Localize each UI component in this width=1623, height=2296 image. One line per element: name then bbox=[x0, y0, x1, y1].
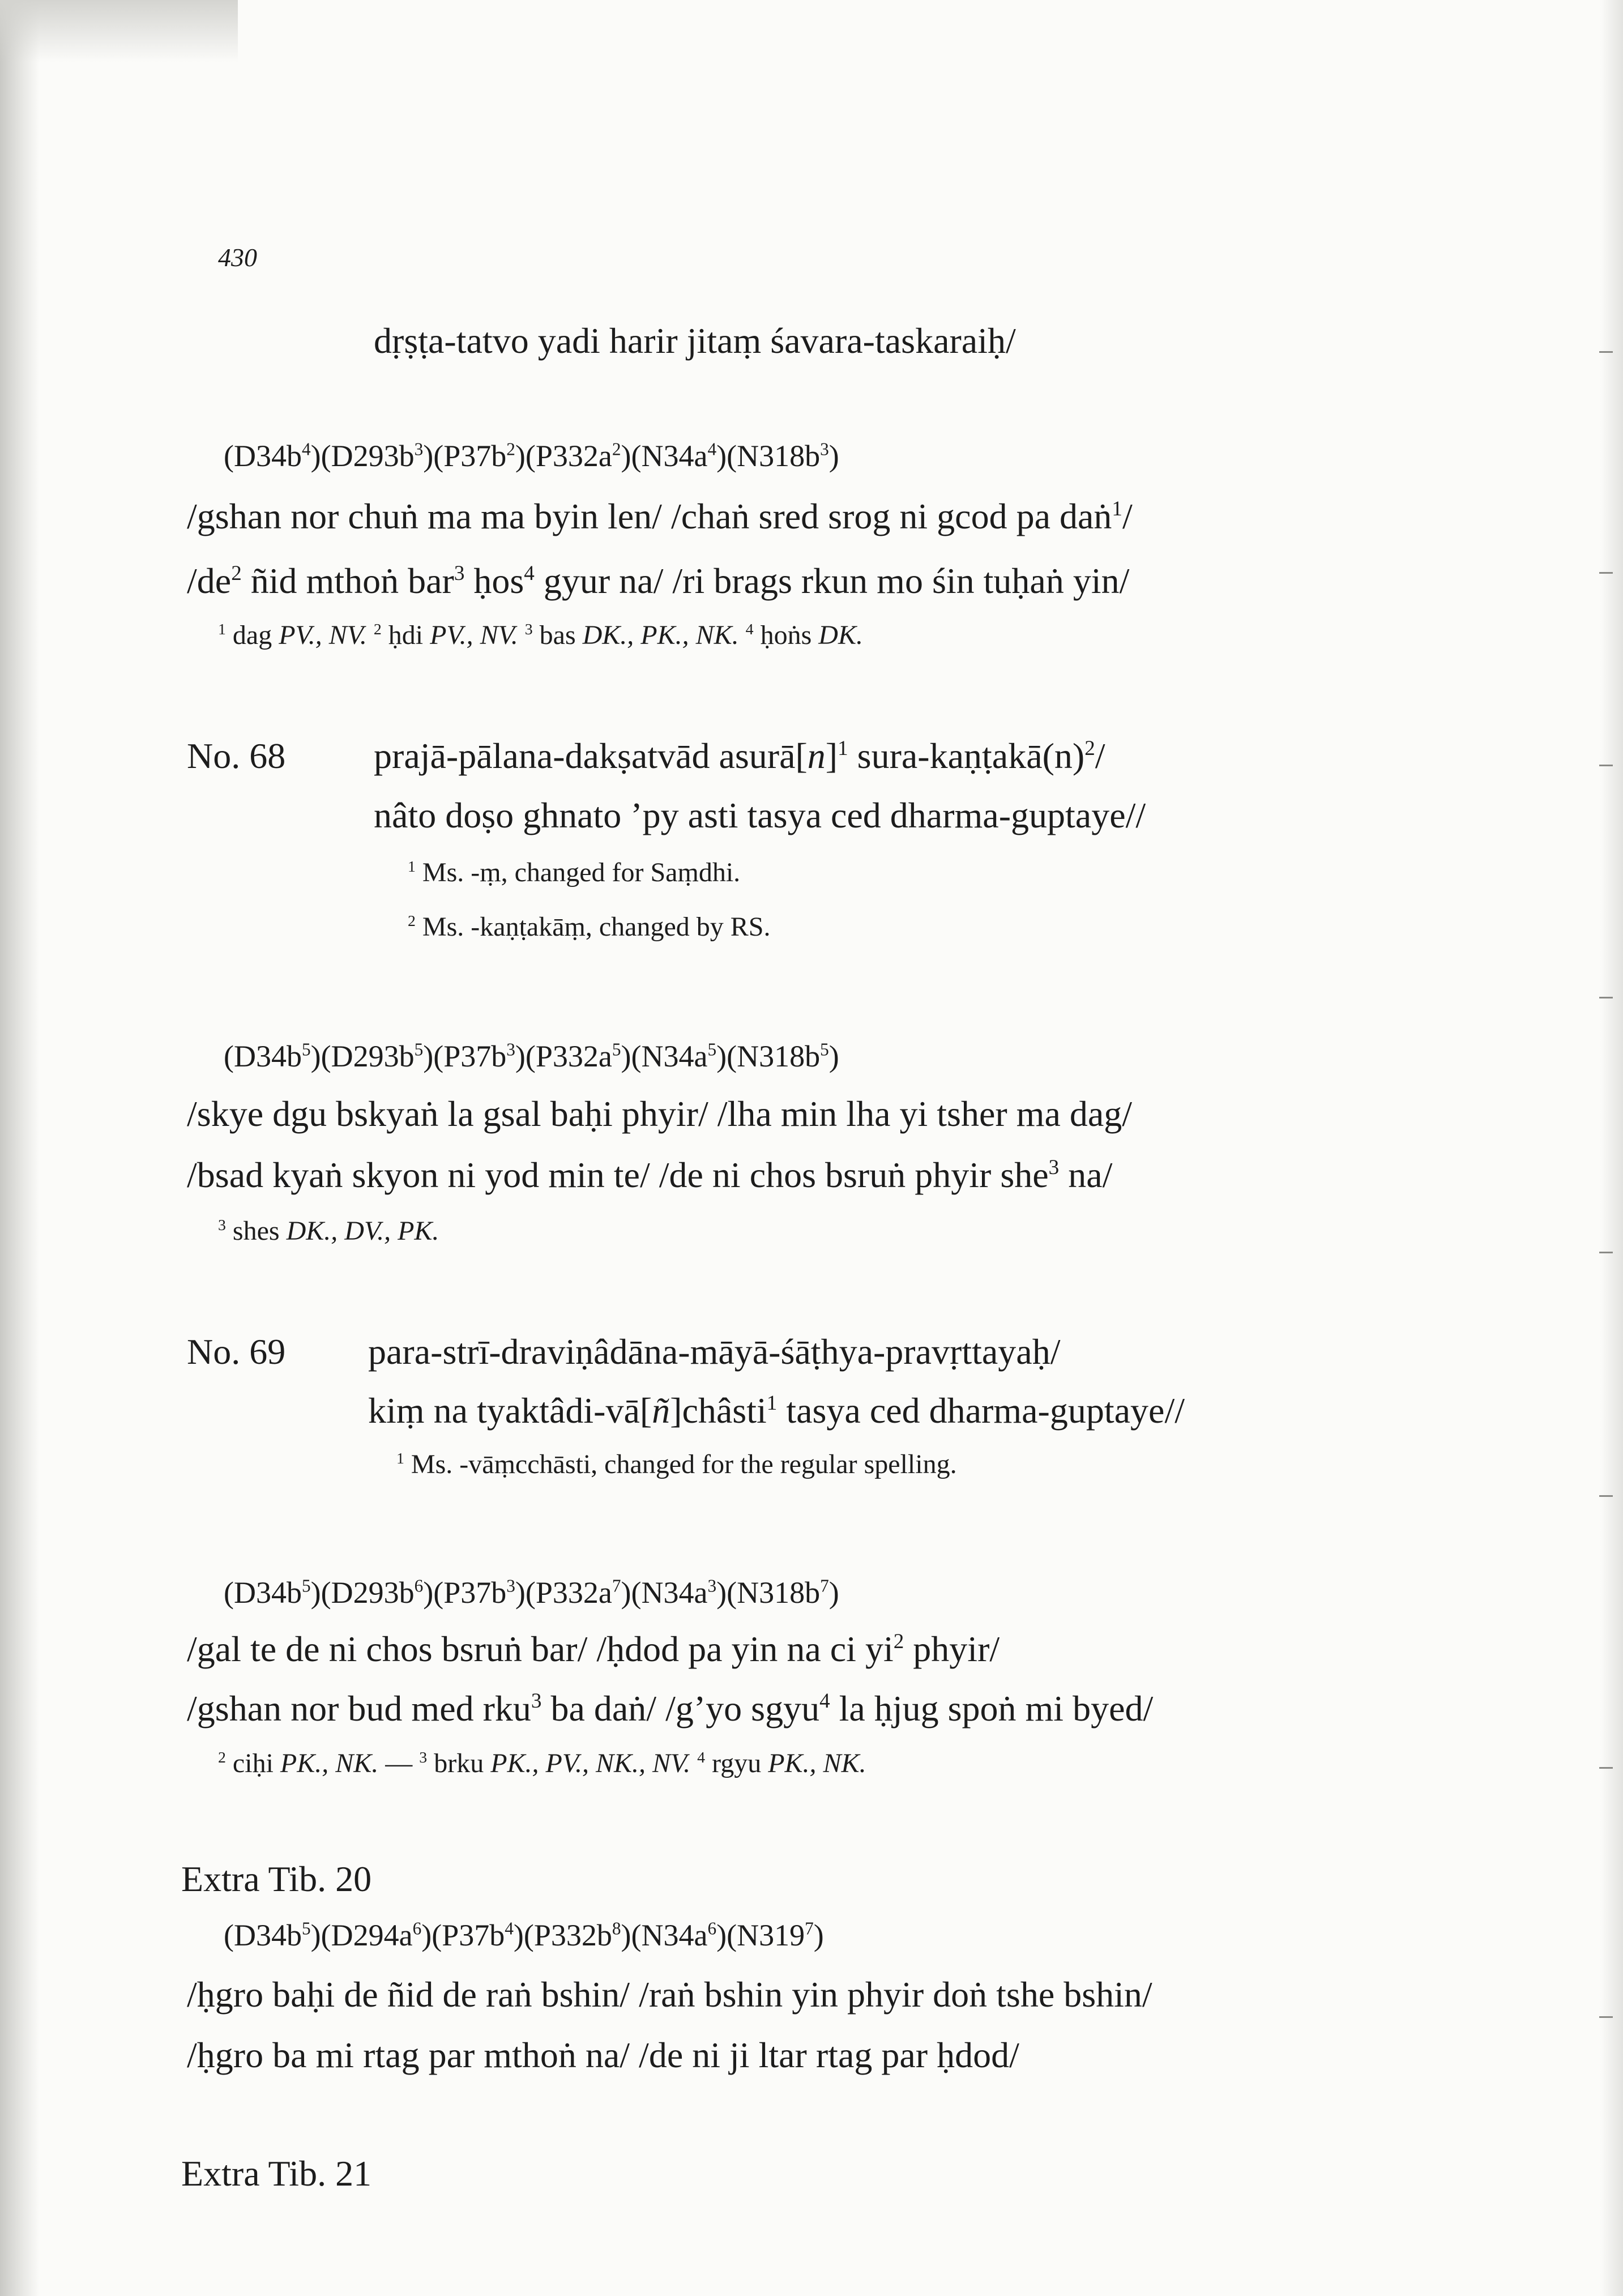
scan-shadow-left bbox=[0, 0, 40, 2296]
margin-mark bbox=[1599, 351, 1613, 353]
footnote-line: $^1$ Ms. -ṃ, changed for Saṃdhi. bbox=[408, 857, 741, 887]
manuscript-reference: $(D34b^5)(D293b^5)(P37b^3)(P332a^5)(N34a^5)(N318b^5)$ bbox=[224, 1039, 839, 1073]
footnote-line: $^1$ dag PV., NV. $^2$ ḥdi PV., NV. $^3$ bas DK., PK., NK. $^4$ ḥoṅs DK. bbox=[218, 620, 863, 650]
margin-mark bbox=[1599, 1495, 1613, 1497]
manuscript-reference: $(D34b^5)(D293b^6)(P37b^3)(P332a^7)(N34a^3)(N318b^7)$ bbox=[224, 1576, 839, 1610]
footnote-line: $^2$ ciḥi PK., NK. — $^3$ brku PK., PV., NK., NV. $^4$ rgyu PK., NK. bbox=[218, 1748, 866, 1778]
margin-mark bbox=[1599, 1252, 1613, 1253]
margin-mark bbox=[1599, 572, 1613, 574]
tibetan-verse-line: /gshan nor chuṅ ma ma byin len/ /chaṅ sred srog ni gcod pa daṅ$^1$/ bbox=[187, 496, 1133, 536]
margin-mark bbox=[1599, 2016, 1613, 2018]
section-heading-extra-tib-21: Extra Tib. 21 bbox=[181, 2153, 372, 2193]
tibetan-verse-line: /ḥgro ba mi rtag par mthoṅ na/ /de ni ji ltar rtag par ḥdod/ bbox=[187, 2035, 1019, 2075]
tibetan-verse-line: /skye dgu bskyaṅ la gsal baḥi phyir/ /lha min lha yi tsher ma dag/ bbox=[187, 1094, 1133, 1134]
tibetan-verse-line: /gshan nor bud med rku$^3$ ba daṅ/ /g’yo sgyu$^4$ la ḥjug spoṅ mi byed/ bbox=[187, 1688, 1154, 1729]
tibetan-verse-line: /gal te de ni chos bsruṅ bar/ /ḥdod pa yin na ci $yi^2$ phyir/ bbox=[187, 1629, 1000, 1669]
manuscript-reference: $(D34b^5)(D294a^6)(P37b^4)(P332b^8)(N34a^6)(N319^7)$ bbox=[224, 1918, 824, 1952]
page-number: 430 bbox=[218, 243, 257, 272]
scan-shadow-right bbox=[1600, 0, 1623, 2296]
tibetan-verse-line: $/de^2$ ñid mthoṅ bar$^3$ ḥos$^4$ gyur na/ /ri brags rkun mo śin tuḥaṅ yin/ bbox=[187, 561, 1130, 601]
sanskrit-verse-line: nâto doṣo ghnato ’py asti tasya ced dharma-guptaye// bbox=[374, 795, 1146, 835]
verse-number-69: No. 69 bbox=[187, 1331, 286, 1372]
sanskrit-verse-line: prajā-pālana-dakṣatvād $asurā[n]^1$ sura-$kaṇṭakā(n)^2/$ bbox=[374, 736, 1105, 776]
footnote-line: $^1$ Ms. -vāṃcchāsti, changed for the regular spelling. bbox=[396, 1449, 957, 1479]
footnote-line: $^3$ shes DK., DV., PK. bbox=[218, 1216, 439, 1246]
margin-mark bbox=[1599, 1767, 1613, 1769]
section-heading-extra-tib-20: Extra Tib. 20 bbox=[181, 1859, 372, 1899]
manuscript-reference: $(D34b^4)(D293b^3)(P37b^2)(P332a^2)(N34a^4)(N318b^3)$ bbox=[224, 439, 839, 473]
scan-shadow-top bbox=[0, 0, 238, 62]
sanskrit-verse-line: dṛṣṭa-tatvo yadi harir jitaṃ śavara-taskaraiḥ/ bbox=[374, 321, 1016, 361]
margin-mark bbox=[1599, 765, 1613, 766]
footnote-line: $^2$ Ms. -kaṇṭakāṃ, changed by RS. bbox=[408, 912, 771, 942]
sanskrit-verse-line: kiṃ na tyaktâdi-vā[ñ]châsti$^1$ tasya ced dharma-guptaye// bbox=[368, 1390, 1185, 1431]
tibetan-verse-line: /bsad kyaṅ skyon ni yod min te/ /de ni chos bsruṅ phyir she$^3$ na/ bbox=[187, 1155, 1113, 1195]
tibetan-verse-line: /ḥgro baḥi de ñid de raṅ bshin/ /raṅ bshin yin phyir doṅ tshe bshin/ bbox=[187, 1974, 1152, 2015]
verse-number-68: No. 68 bbox=[187, 736, 286, 776]
sanskrit-verse-line: para-strī-draviṇâdāna-māyā-śāṭhya-pravṛttayaḥ/ bbox=[368, 1331, 1061, 1372]
margin-mark bbox=[1599, 997, 1613, 998]
